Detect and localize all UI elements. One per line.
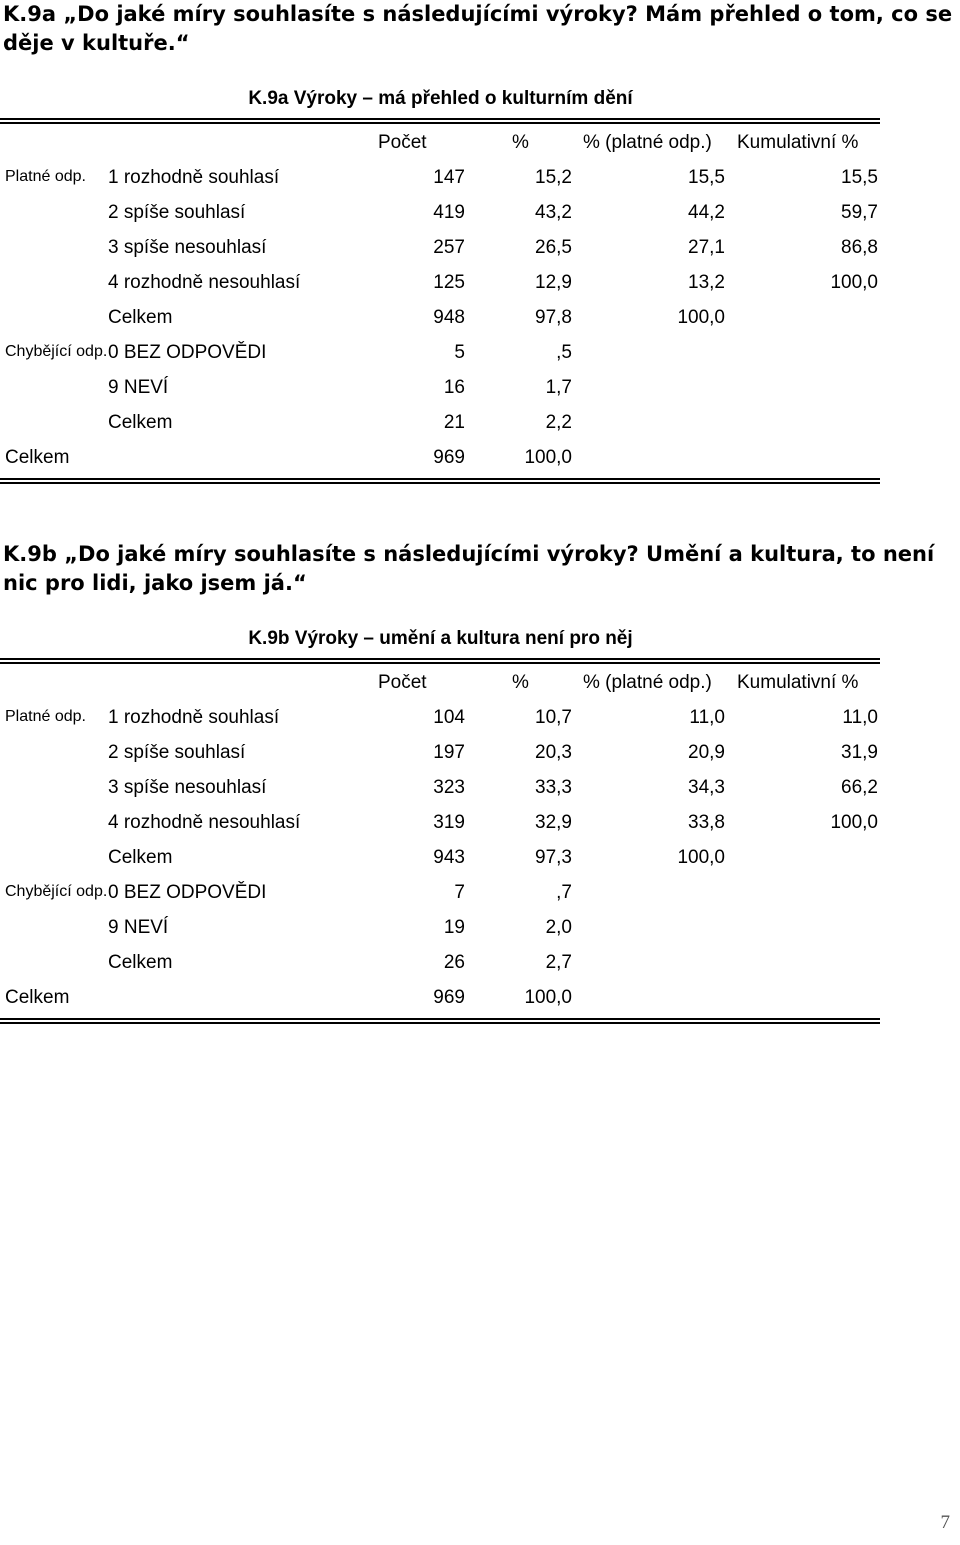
row-label: 4 rozhodně nesouhlasí (108, 812, 301, 833)
cell-count: 21 (443, 412, 465, 433)
row-label: Celkem (108, 307, 173, 328)
table-row-valid-total (0, 300, 880, 335)
cell-cumulative-percent: 86,8 (841, 237, 878, 258)
cell-count: 969 (433, 987, 465, 1008)
table-row (0, 370, 880, 405)
row-group-missing: Chybějící odp. (5, 343, 108, 360)
column-header-cumulative-percent: Kumulativní % (737, 672, 859, 693)
table-row (0, 770, 880, 805)
cell-percent: 10,7 (535, 707, 572, 728)
table-row (0, 230, 880, 265)
cell-percent: 15,2 (535, 167, 572, 188)
cell-count: 197 (433, 742, 465, 763)
cell-valid-percent: 13,2 (688, 272, 725, 293)
table-row-grand-total (0, 440, 880, 475)
column-header-count: Počet (378, 672, 427, 693)
table-top-rule (0, 118, 880, 124)
cell-percent: 97,8 (535, 307, 572, 328)
table-row-grand-total (0, 980, 880, 1015)
cell-valid-percent: 20,9 (688, 742, 725, 763)
row-label: Celkem (5, 987, 70, 1008)
table-row-valid-total (0, 840, 880, 875)
cell-count: 26 (443, 952, 465, 973)
cell-count: 7 (454, 882, 465, 903)
cell-count: 943 (433, 847, 465, 868)
cell-valid-percent: 44,2 (688, 202, 725, 223)
cell-count: 948 (433, 307, 465, 328)
row-label: 1 rozhodně souhlasí (108, 167, 280, 188)
table-row (0, 805, 880, 840)
cell-cumulative-percent: 100,0 (830, 272, 878, 293)
cell-percent: 2,2 (545, 412, 572, 433)
cell-count: 257 (433, 237, 465, 258)
row-label: Celkem (108, 412, 173, 433)
row-label: 2 spíše souhlasí (108, 202, 246, 223)
cell-count: 147 (433, 167, 465, 188)
cell-count: 419 (433, 202, 465, 223)
cell-count: 19 (443, 917, 465, 938)
cell-cumulative-percent: 11,0 (842, 707, 878, 728)
table-header-row (0, 125, 880, 160)
column-header-percent: % (512, 132, 529, 153)
table-row (0, 195, 880, 230)
cell-valid-percent: 34,3 (688, 777, 725, 798)
cell-count: 319 (433, 812, 465, 833)
table-caption: K.9a Výroky – má přehled o kulturním dění (248, 88, 633, 109)
row-label: 3 spíše nesouhlasí (108, 237, 267, 258)
row-label: Celkem (5, 447, 70, 468)
table-header-row (0, 665, 880, 700)
table-row (0, 875, 880, 910)
row-group-missing: Chybějící odp. (5, 883, 108, 900)
cell-cumulative-percent: 100,0 (830, 812, 878, 833)
row-label: 9 NEVÍ (108, 377, 169, 398)
table-row (0, 735, 880, 770)
cell-count: 16 (443, 377, 465, 398)
cell-cumulative-percent: 66,2 (841, 777, 878, 798)
table-row (0, 265, 880, 300)
table-caption: K.9b Výroky – umění a kultura není pro něj (248, 628, 633, 649)
table-top-rule (0, 658, 880, 664)
cell-percent: ,5 (556, 342, 572, 363)
section-heading-k9b: K.9b „Do jaké míry souhlasíte s následujícími výroky? Umění a kultura, to není nic pro lidi, jako jsem já.“ (3, 542, 935, 595)
cell-cumulative-percent: 31,9 (841, 742, 878, 763)
cell-percent: 43,2 (535, 202, 572, 223)
table-bottom-rule (0, 478, 880, 484)
table-bottom-rule (0, 1018, 880, 1024)
cell-count: 969 (433, 447, 465, 468)
cell-valid-percent: 27,1 (688, 237, 725, 258)
row-label: 0 BEZ ODPOVĚDI (108, 342, 267, 363)
cell-percent: 2,0 (545, 917, 572, 938)
cell-percent: 33,3 (535, 777, 572, 798)
row-label: Celkem (108, 847, 173, 868)
cell-valid-percent: 100,0 (677, 307, 725, 328)
column-header-count: Počet (378, 132, 427, 153)
column-header-valid-percent: % (platné odp.) (583, 672, 712, 693)
cell-valid-percent: 11,0 (689, 707, 725, 728)
cell-percent: 2,7 (545, 952, 572, 973)
cell-count: 104 (433, 707, 465, 728)
cell-valid-percent: 15,5 (688, 167, 725, 188)
column-header-cumulative-percent: Kumulativní % (737, 132, 859, 153)
column-header-percent: % (512, 672, 529, 693)
cell-valid-percent: 100,0 (677, 847, 725, 868)
cell-valid-percent: 33,8 (688, 812, 725, 833)
row-label: 2 spíše souhlasí (108, 742, 246, 763)
section-heading-k9a: K.9a „Do jaké míry souhlasíte s následujícími výroky? Mám přehled o tom, co se děje v kultuře.“ (3, 2, 953, 55)
cell-percent: 1,7 (545, 377, 572, 398)
table-row-missing-total (0, 405, 880, 440)
table-row-missing-total (0, 945, 880, 980)
cell-percent: ,7 (556, 882, 572, 903)
cell-count: 125 (433, 272, 465, 293)
column-header-valid-percent: % (platné odp.) (583, 132, 712, 153)
cell-cumulative-percent: 15,5 (841, 167, 878, 188)
table-row (0, 910, 880, 945)
cell-count: 323 (433, 777, 465, 798)
row-group-valid: Platné odp. (5, 168, 86, 185)
cell-percent: 100,0 (524, 987, 572, 1008)
cell-percent: 26,5 (535, 237, 572, 258)
row-label: 0 BEZ ODPOVĚDI (108, 882, 267, 903)
cell-percent: 12,9 (535, 272, 572, 293)
row-label: 9 NEVÍ (108, 917, 169, 938)
cell-cumulative-percent: 59,7 (841, 202, 878, 223)
table-row (0, 160, 880, 195)
cell-percent: 20,3 (535, 742, 572, 763)
page-number: 7 (940, 1512, 950, 1533)
cell-percent: 97,3 (535, 847, 572, 868)
cell-percent: 32,9 (535, 812, 572, 833)
row-label: 1 rozhodně souhlasí (108, 707, 280, 728)
row-label: Celkem (108, 952, 173, 973)
table-row (0, 700, 880, 735)
cell-percent: 100,0 (524, 447, 572, 468)
cell-count: 5 (454, 342, 465, 363)
row-group-valid: Platné odp. (5, 708, 86, 725)
table-row (0, 335, 880, 370)
row-label: 4 rozhodně nesouhlasí (108, 272, 301, 293)
row-label: 3 spíše nesouhlasí (108, 777, 267, 798)
